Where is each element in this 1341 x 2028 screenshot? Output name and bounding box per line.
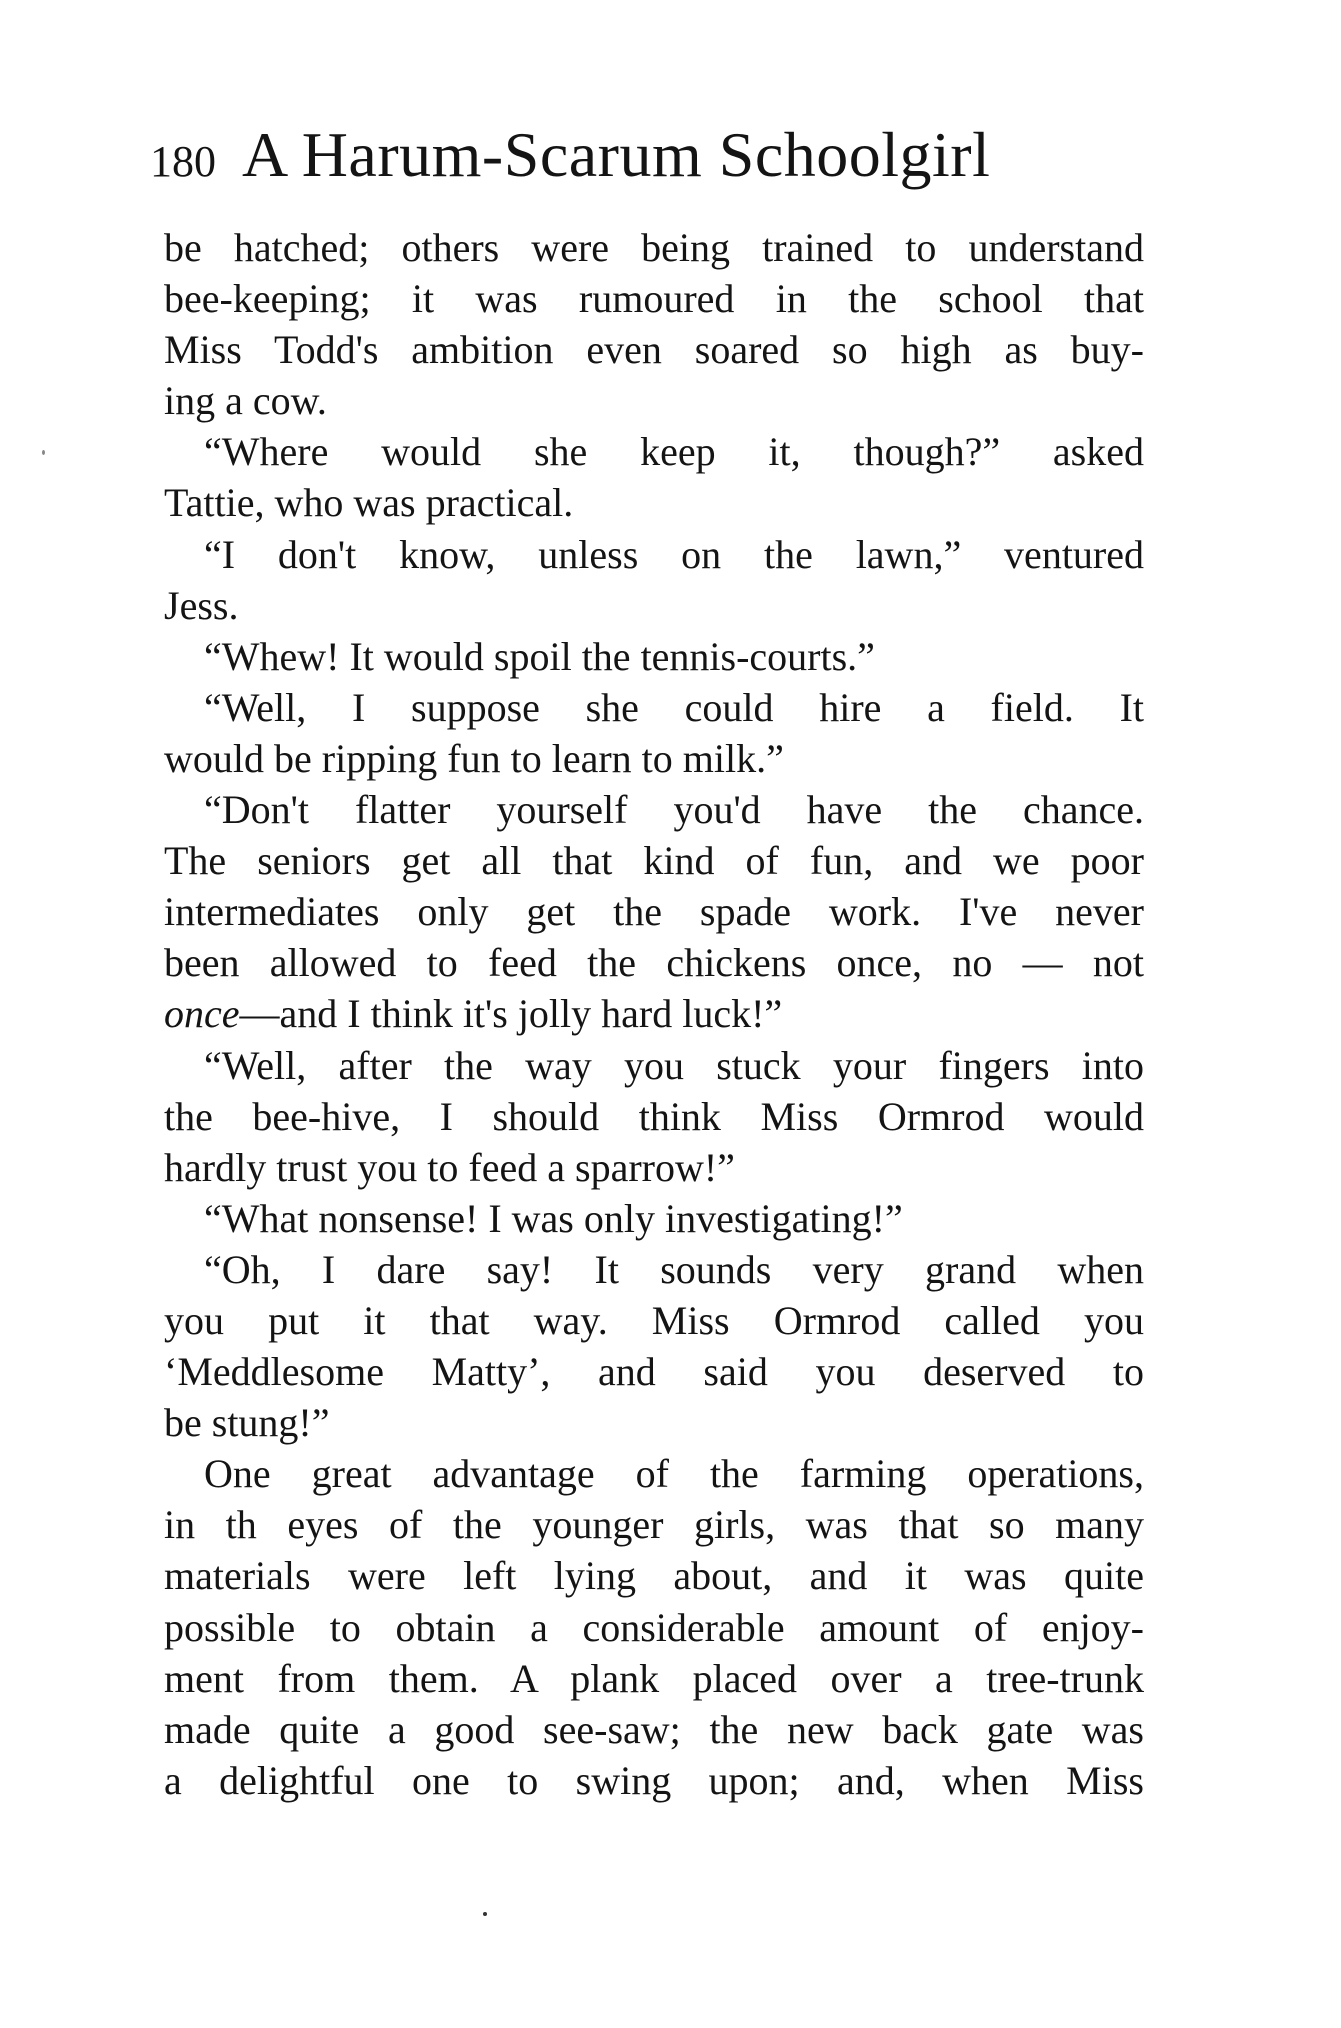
text-line-20: “What nonsense! I was only investigating!”: [204, 1195, 903, 1241]
text-line-15: been allowed to feed the chickens once, no — not: [164, 940, 1144, 986]
scan-speck: [483, 1912, 487, 1916]
text-line-2: bee-keeping; it was rumoured in the school that: [164, 276, 1144, 322]
text-line-14: intermediates only get the spade work. I've never: [164, 889, 1144, 935]
text-line-24: be stung!”: [164, 1400, 330, 1446]
text-line-6: Tattie, who was practical.: [164, 480, 574, 526]
text-line-18: the bee-hive, I should think Miss Ormrod would: [164, 1093, 1144, 1139]
scan-speck: [42, 450, 45, 455]
text-line-8: Jess.: [164, 582, 239, 628]
text-line-22: you put it that way. Miss Ormrod called you: [164, 1297, 1144, 1343]
text-line-3: Miss Todd's ambition even soared so high as buy-: [164, 327, 1144, 373]
text-line-30: made quite a good see-saw; the new back gate was: [164, 1706, 1144, 1752]
text-line-26: in th eyes of the younger girls, was that so many: [164, 1502, 1144, 1548]
text-line-13: The seniors get all that kind of fun, and we poor: [164, 838, 1144, 884]
text-line-29: ment from them. A plank placed over a tree-trunk: [164, 1655, 1144, 1701]
text-line-31: a delightful one to swing upon; and, when Miss: [164, 1757, 1144, 1803]
text-line-9: “Whew! It would spoil the tennis-courts.”: [204, 633, 875, 679]
text-line-21: “Oh, I dare say! It sounds very grand when: [204, 1246, 1144, 1292]
text-line-7: “I don't know, unless on the lawn,” ventured: [204, 531, 1144, 577]
text-line-5: “Where would she keep it, though?” asked: [204, 429, 1144, 475]
text-line-19: hardly trust you to feed a sparrow!”: [164, 1144, 735, 1190]
text-line-10: “Well, I suppose she could hire a field. It: [204, 684, 1144, 730]
book-title: A Harum-Scarum Schoolgirl: [242, 119, 991, 190]
text-line-28: possible to obtain a considerable amount of enjoy-: [164, 1604, 1144, 1650]
text-line-17: “Well, after the way you stuck your fingers into: [204, 1042, 1144, 1088]
text-line-1: be hatched; others were being trained to understand: [164, 225, 1144, 270]
page-number: 180: [150, 137, 216, 186]
text-line-16: [164, 988, 1144, 1039]
text-line-12: “Don't flatter yourself you'd have the chance.: [204, 787, 1144, 833]
text-line-11: would be ripping fun to learn to milk.”: [164, 735, 784, 781]
running-head: [150, 118, 1050, 198]
text-line-25: One great advantage of the farming operations,: [204, 1451, 1144, 1497]
text-line-23: ‘Meddlesome Matty’, and said you deserved to: [164, 1349, 1144, 1395]
text-line-16-rest: —and I think it's jolly hard luck!”: [239, 991, 783, 1037]
body-text: [164, 222, 1144, 1806]
text-line-4: ing a cow.: [164, 378, 327, 424]
text-line-27: materials were left lying about, and it was quite: [164, 1553, 1144, 1599]
italic-once: once: [164, 991, 240, 1037]
